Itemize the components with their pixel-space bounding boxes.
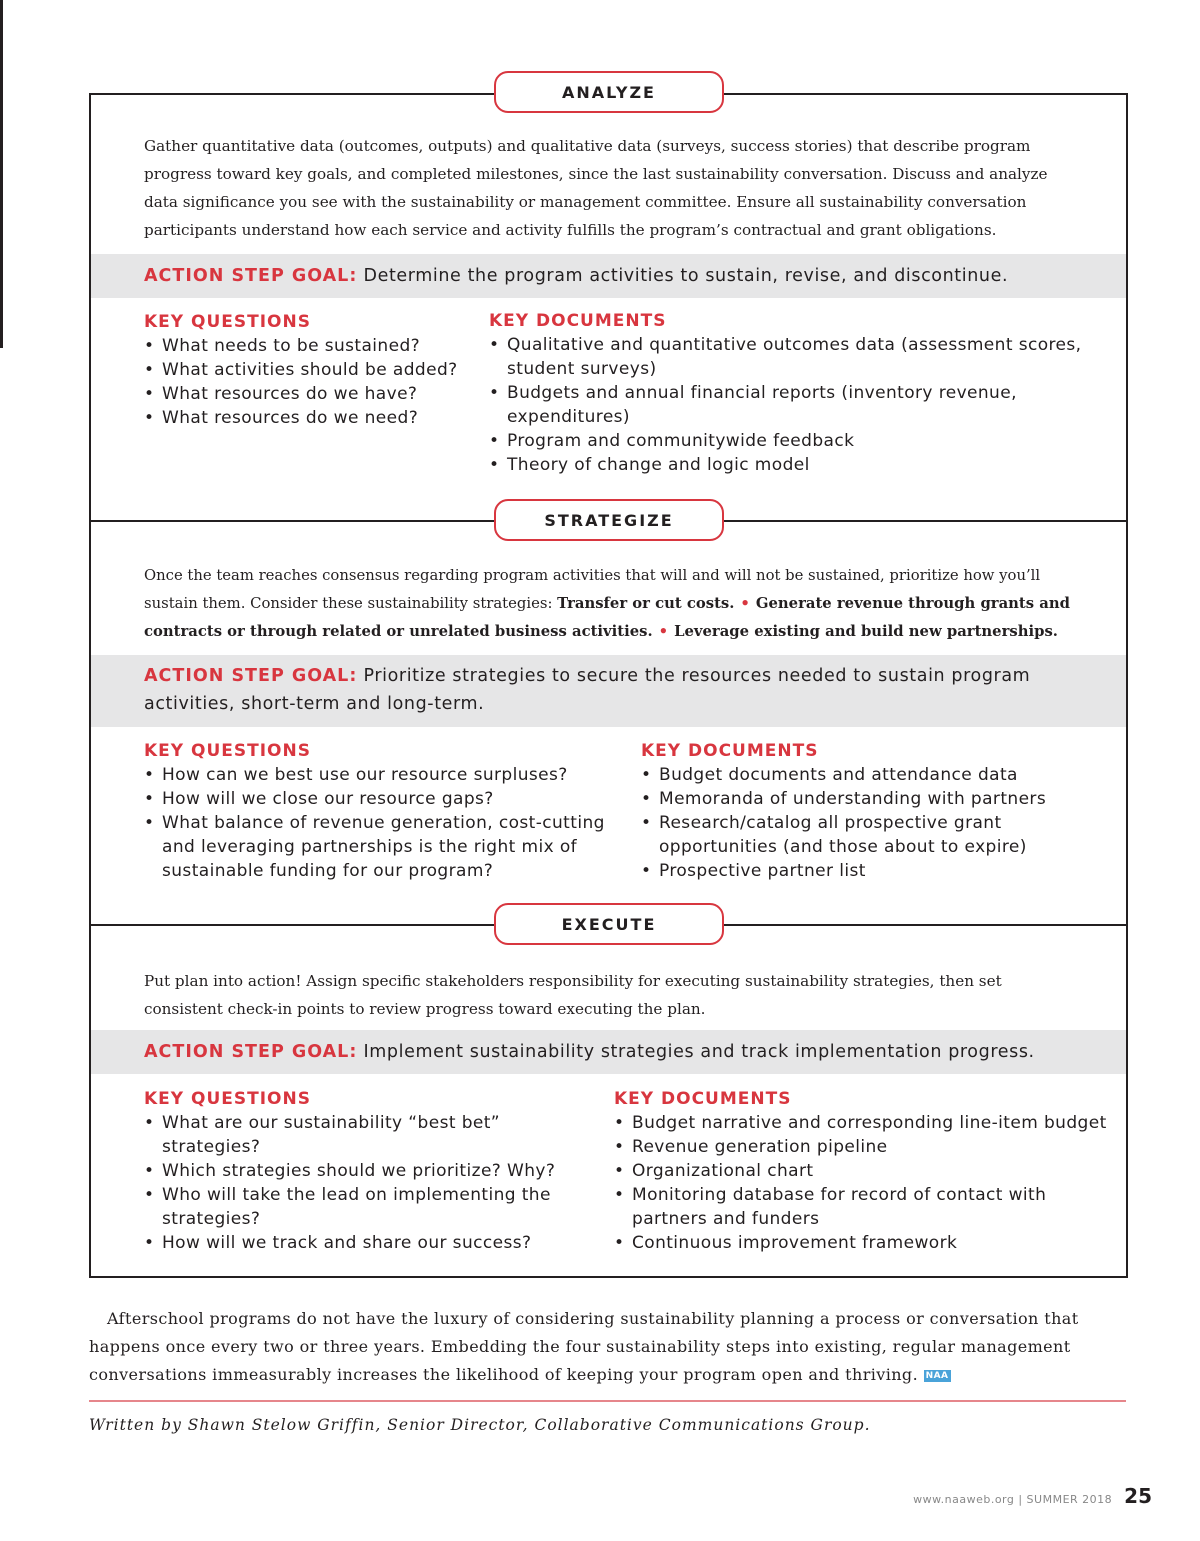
analyze-intro: Gather quantitative data (outcomes, outputs) and qualitative data (surveys, success stories) that describe program progress toward key goals, and completed milestones, since the last sustainability conversation. Discuss and analyze data significance you see with the sustainability or management committee. Ensure all sustainability conversation participants understand how each service and activity fulfills the program’s contractual and grant obligations. [144,137,1048,239]
list-item: • Budgets and annual financial reports (inventory revenue, expenditures) [489,381,1089,429]
execute-goal-band [91,1030,1126,1074]
list-item: • Qualitative and quantitative outcomes data (assessment scores, student surveys) [489,333,1089,381]
goal-text: Implement sustainability strategies and track implementation progress. [363,1042,1035,1062]
page-edge-line [0,0,3,348]
goal-label: ACTION STEP GOAL: [144,266,358,286]
list-item: • Budget narrative and corresponding line-item budget [614,1111,1114,1135]
key-documents-heading: KEY DOCUMENTS [614,1089,792,1109]
list-item: • What needs to be sustained? [144,334,474,358]
section-title-strategize: STRATEGIZE [494,499,724,541]
section-analyze [89,93,1128,523]
strategy-separator: • [658,623,669,640]
analyze-key-questions [144,310,474,430]
divider [89,1400,1126,1402]
list-item: • Memoranda of understanding with partners [641,787,1081,811]
closing-paragraph [89,1305,1119,1389]
section-title-analyze: ANALYZE [494,71,724,113]
list-item: • How will we close our resource gaps? [144,787,619,811]
execute-intro: Put plan into action! Assign specific stakeholders responsibility for executing sustainability strategies, then set consistent check-in points to review progress toward executing the plan. [144,972,1002,1018]
goal-text: Determine the program activities to sustain, revise, and discontinue. [363,266,1009,286]
analyze-goal-band [91,254,1126,298]
list-item: • What resources do we have? [144,382,474,406]
strategize-key-documents [641,739,1081,883]
list-item: • How will we track and share our success? [144,1231,604,1255]
strategy-leverage-partnerships: Leverage existing and build new partnerships. [674,623,1058,640]
list-item: • Monitoring database for record of contact with partners and funders [614,1183,1114,1231]
list-item: • Prospective partner list [641,859,1081,883]
execute-key-questions [144,1087,604,1255]
list-item: • Revenue generation pipeline [614,1135,1114,1159]
strategy-generate-revenue: Generate revenue through grants and contracts or through related or unrelated business activities. [144,595,1070,640]
list-item: • What resources do we need? [144,406,474,430]
key-questions-heading: KEY QUESTIONS [144,741,311,761]
key-documents-heading: KEY DOCUMENTS [489,311,667,331]
page-number: 25 [1124,1484,1152,1508]
naa-end-badge: NAA [925,1371,949,1381]
key-questions-heading: KEY QUESTIONS [144,1089,311,1109]
strategy-transfer-costs: Transfer or cut costs. [557,595,735,612]
strategize-goal-band [91,655,1126,727]
footer-site: www.naaweb.org | SUMMER 2018 [913,1493,1113,1506]
list-item: • Continuous improvement framework [614,1231,1114,1255]
strategize-intro-lead: Once the team reaches consensus regarding program activities that will and will not be sustained, prioritize how you’ll sustain them. Consider these sustainability strategies: [144,567,1041,612]
list-item: • Organizational chart [614,1159,1114,1183]
section-title-execute: EXECUTE [494,903,724,945]
page-footer [913,1484,1152,1508]
goal-label: ACTION STEP GOAL: [144,1042,358,1062]
list-item: • Research/catalog all prospective grant opportunities (and those about to expire) [641,811,1081,859]
list-item: • What balance of revenue generation, cost-cutting and leveraging partnerships is the right mix of sustainable funding for our program? [144,811,619,883]
analyze-key-documents [489,309,1089,477]
section-execute [89,924,1128,1278]
key-questions-heading: KEY QUESTIONS [144,312,311,332]
section-strategize [89,520,1128,926]
goal-text: Prioritize strategies to secure the resources needed to sustain program activities, short-term and long-term. [144,666,1031,714]
strategize-intro [144,562,1084,646]
list-item: • How can we best use our resource surpluses? [144,763,619,787]
goal-label: ACTION STEP GOAL: [144,666,358,686]
list-item: • Who will take the lead on implementing the strategies? [144,1183,604,1231]
strategy-separator: • [740,595,750,612]
list-item: • Which strategies should we prioritize? Why? [144,1159,604,1183]
list-item: • What activities should be added? [144,358,474,382]
list-item: • Theory of change and logic model [489,453,1089,477]
closing-text: Afterschool programs do not have the luxury of considering sustainability planning a process or conversation that happens once every two or three years. Embedding the four sustainability steps into existing, regular management conversations immeasurably increases the likelihood of keeping your program open and thriving. [89,1309,1079,1384]
list-item: • Budget documents and attendance data [641,763,1081,787]
byline: Written by Shawn Stelow Griffin, Senior Director, Collaborative Communications Group. [89,1416,871,1434]
list-item: • Program and communitywide feedback [489,429,1089,453]
strategize-key-questions [144,739,619,883]
execute-key-documents [614,1087,1114,1255]
list-item: • What are our sustainability “best bet” strategies? [144,1111,604,1159]
key-documents-heading: KEY DOCUMENTS [641,741,819,761]
